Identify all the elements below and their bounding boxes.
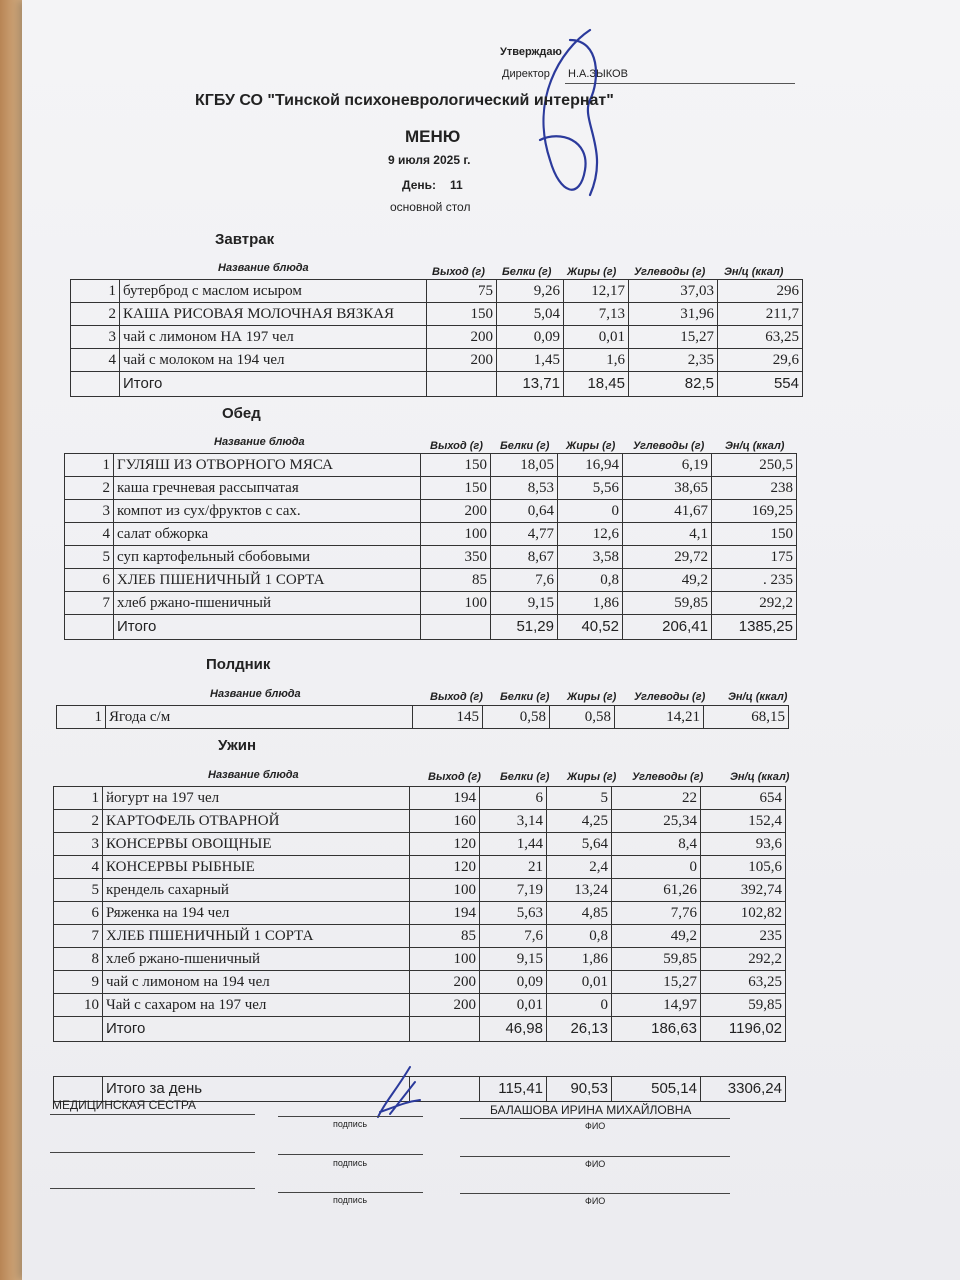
approved-label: Утверждаю: [500, 46, 562, 58]
table-row: 1 бутерброд с маслом исыром 75 9,26 12,17 37,03 296: [71, 280, 803, 303]
sign-line: [460, 1118, 730, 1119]
dinner-title: Ужин: [218, 737, 257, 754]
organization-name: КГБУ СО "Тинской психоневрологический интернат": [195, 92, 614, 109]
day-total-row: Итого за день 115,41 90,53 505,14 3306,24: [54, 1077, 786, 1102]
col-output-header: Выход (г): [430, 691, 483, 703]
lunch-table: [64, 453, 797, 640]
col-energy-header: Эн/ц (ккал): [724, 266, 784, 278]
table-row: 4 КОНСЕРВЫ РЫБНЫЕ 120 21 2,4 0 105,6: [54, 856, 786, 879]
day-value: 11: [450, 178, 463, 192]
day-label: День:: [402, 178, 436, 192]
col-fat-header: Жиры (г): [567, 691, 617, 703]
fio-caption: ФИО: [585, 1159, 606, 1169]
snack-title: Полдник: [206, 656, 271, 673]
col-protein-header: Белки (г): [502, 266, 552, 278]
col-output-header: Выход (г): [428, 771, 481, 783]
sign-caption: подпись: [333, 1158, 368, 1168]
table-type: основной стол: [390, 200, 471, 214]
table-row: 5 суп картофельный сбобовыми 350 8,67 3,58 29,72 175: [65, 546, 797, 569]
table-row: 7 ХЛЕБ ПШЕНИЧНЫЙ 1 СОРТА 85 7,6 0,8 49,2 235: [54, 925, 786, 948]
dinner-table: [53, 786, 786, 1042]
nurse-label: МЕДИЦИНСКАЯ СЕСТРА: [52, 1098, 197, 1112]
sign-caption: подпись: [333, 1119, 368, 1129]
fio-caption: ФИО: [585, 1196, 606, 1206]
breakfast-table: [70, 279, 803, 397]
table-row: 2 КАША РИСОВАЯ МОЛОЧНАЯ ВЯЗКАЯ 150 5,04 7,13 31,96 211,7: [71, 303, 803, 326]
nurse-signature: [370, 1062, 430, 1122]
snack-rows: [57, 706, 789, 729]
col-protein-header: Белки (г): [500, 440, 550, 452]
table-row: 5 крендель сахарный 100 7,19 13,24 61,26 392,74: [54, 879, 786, 902]
table-row: 6 ХЛЕБ ПШЕНИЧНЫЙ 1 СОРТА 85 7,6 0,8 49,2 . 235: [65, 569, 797, 592]
table-row: 9 чай с лимоном на 194 чел 200 0,09 0,01 15,27 63,25: [54, 971, 786, 994]
director-label: Директор: [502, 68, 550, 80]
sign-line: [50, 1188, 255, 1189]
col-carbs-header: Углеводы (г): [632, 771, 704, 783]
table-row: 3 компот из сух/фруктов с сах. 200 0,64 0 41,67 169,25: [65, 500, 797, 523]
col-carbs-header: Углеводы (г): [634, 266, 706, 278]
page-title: МЕНЮ: [405, 127, 461, 146]
table-row: 4 чай с молоком на 194 чел 200 1,45 1,6 2,35 29,6: [71, 349, 803, 372]
col-energy-header: Эн/ц (ккал): [728, 691, 788, 703]
sign-line: [278, 1154, 423, 1155]
col-carbs-header: Углеводы (г): [633, 440, 705, 452]
menu-date: 9 июля 2025 г.: [388, 153, 471, 167]
sign-line: [460, 1156, 730, 1157]
col-energy-header: Эн/ц (ккал): [725, 440, 785, 452]
table-row: 3 КОНСЕРВЫ ОВОЩНЫЕ 120 1,44 5,64 8,4 93,6: [54, 833, 786, 856]
sign-line: [278, 1192, 423, 1193]
col-name-header: Название блюда: [218, 262, 309, 274]
lunch-total-row: Итого 51,29 40,52 206,41 1385,25: [65, 615, 797, 640]
lunch-title: Обед: [222, 405, 261, 422]
col-name-header: Название блюда: [210, 688, 301, 700]
col-output-header: Выход (г): [432, 266, 485, 278]
breakfast-total-row: Итого 13,71 18,45 82,5 554: [71, 372, 803, 397]
sign-line: [278, 1116, 423, 1117]
dinner-rows: [54, 787, 786, 1042]
table-row: 1 ГУЛЯШ ИЗ ОТВОРНОГО МЯСА 150 18,05 16,94 6,19 250,5: [65, 454, 797, 477]
lunch-rows: [65, 454, 797, 640]
table-row: 2 каша гречневая рассыпчатая 150 8,53 5,56 38,65 238: [65, 477, 797, 500]
sign-line: [50, 1152, 255, 1153]
col-carbs-header: Углеводы (г): [634, 691, 706, 703]
col-protein-header: Белки (г): [500, 771, 550, 783]
col-protein-header: Белки (г): [500, 691, 550, 703]
col-energy-header: Эн/ц (ккал): [730, 771, 790, 783]
breakfast-rows: [71, 280, 803, 397]
sign-line: [50, 1114, 255, 1115]
fio-caption: ФИО: [585, 1121, 606, 1131]
nurse-name: БАЛАШОВА ИРИНА МИХАЙЛОВНА: [490, 1103, 692, 1117]
col-name-header: Название блюда: [214, 436, 305, 448]
sign-caption: подпись: [333, 1195, 368, 1205]
director-signature: [520, 20, 630, 210]
col-fat-header: Жиры (г): [567, 266, 617, 278]
table-row: 2 КАРТОФЕЛЬ ОТВАРНОЙ 160 3,14 4,25 25,34 152,4: [54, 810, 786, 833]
table-row: 3 чай с лимоном НА 197 чел 200 0,09 0,01 15,27 63,25: [71, 326, 803, 349]
col-output-header: Выход (г): [430, 440, 483, 452]
table-row: 1 йогурт на 197 чел 194 6 5 22 654: [54, 787, 786, 810]
col-fat-header: Жиры (г): [567, 771, 617, 783]
table-row: 4 салат обжорка 100 4,77 12,6 4,1 150: [65, 523, 797, 546]
table-row: 8 хлеб ржано-пшеничный 100 9,15 1,86 59,85 292,2: [54, 948, 786, 971]
dinner-total-row: Итого 46,98 26,13 186,63 1196,02: [54, 1017, 786, 1042]
table-row: 7 хлеб ржано-пшеничный 100 9,15 1,86 59,85 292,2: [65, 592, 797, 615]
table-row: 1 Ягода с/м 145 0,58 0,58 14,21 68,15: [57, 706, 789, 729]
table-row: 10 Чай с сахаром на 197 чел 200 0,01 0 14,97 59,85: [54, 994, 786, 1017]
director-name: Н.А.ЗЫКОВ: [568, 68, 628, 80]
sign-line: [460, 1193, 730, 1194]
table-row: 6 Ряженка на 194 чел 194 5,63 4,85 7,76 102,82: [54, 902, 786, 925]
col-name-header: Название блюда: [208, 769, 299, 781]
breakfast-title: Завтрак: [215, 231, 275, 248]
snack-table: [56, 705, 789, 729]
col-fat-header: Жиры (г): [566, 440, 616, 452]
